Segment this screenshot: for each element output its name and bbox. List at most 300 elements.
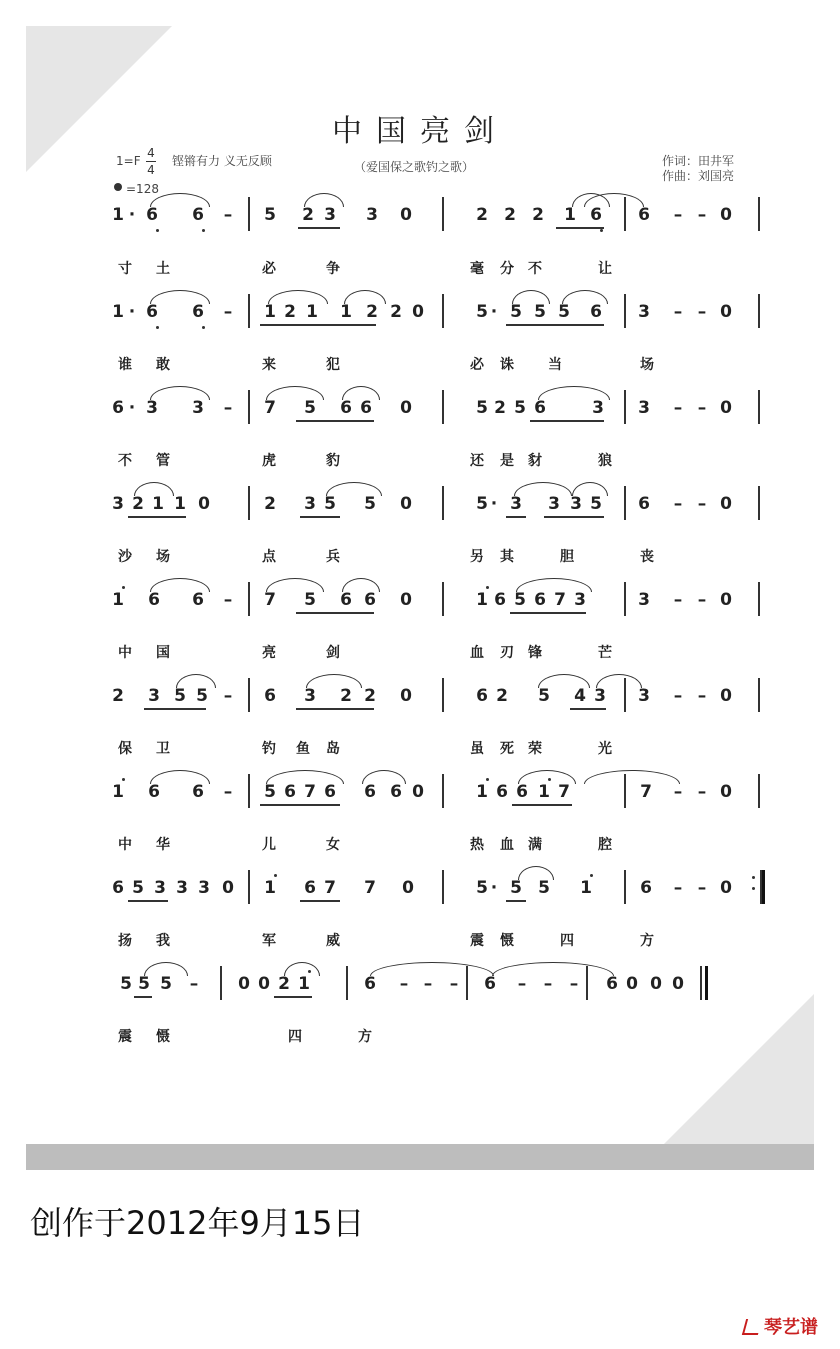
lyric-char: 华 xyxy=(156,837,170,853)
note: 1 xyxy=(112,782,124,802)
lyric-char: 岛 xyxy=(326,741,340,757)
note: 7 xyxy=(304,782,316,802)
note: 5 xyxy=(476,494,488,514)
note: – xyxy=(673,302,683,322)
note: 6 xyxy=(640,878,652,898)
key-signature: 1=F xyxy=(116,154,141,168)
lyric-char: 血 xyxy=(470,645,484,661)
low-octave-dot xyxy=(156,326,159,329)
note: 2 xyxy=(496,686,508,706)
note: 5 xyxy=(510,302,522,322)
beam-underline xyxy=(530,420,604,422)
note: 6 xyxy=(304,878,316,898)
note: 3 xyxy=(638,590,650,610)
note: – xyxy=(673,494,683,514)
note: 6 xyxy=(364,590,376,610)
note: 7 xyxy=(558,782,570,802)
lyric-char: 扬 xyxy=(118,933,132,949)
note: 6 xyxy=(148,590,160,610)
note: 6 xyxy=(496,782,508,802)
lyric-char: 土 xyxy=(156,261,170,277)
lyric-char: 慑 xyxy=(500,933,514,949)
note: – xyxy=(697,878,707,898)
lyric-char: 鱼 xyxy=(296,741,310,757)
beam-underline xyxy=(300,900,340,902)
note: 7 xyxy=(554,590,566,610)
bar-line xyxy=(758,486,760,520)
lyric-char: 狼 xyxy=(598,453,612,469)
bar-line xyxy=(586,966,588,1000)
beam-underline xyxy=(134,996,152,998)
lyric-char: 腔 xyxy=(598,837,612,853)
final-bar-thick xyxy=(705,966,708,1000)
low-octave-dot xyxy=(156,229,159,232)
song-subtitle: （爱国保之歌钓之歌） xyxy=(354,160,475,174)
note: · xyxy=(490,878,498,898)
note: 6 xyxy=(516,782,528,802)
notation-row xyxy=(110,205,780,245)
bar-line xyxy=(758,294,760,328)
note: 6 xyxy=(192,590,204,610)
beam-underline xyxy=(300,516,340,518)
note: 5 xyxy=(264,782,276,802)
note: 0 xyxy=(412,782,424,802)
note: 5 xyxy=(538,878,550,898)
bar-line xyxy=(758,390,760,424)
note: 3 xyxy=(324,205,336,225)
note: 3 xyxy=(304,686,316,706)
bar-line xyxy=(624,197,626,231)
low-octave-dot xyxy=(202,229,205,232)
beam-underline xyxy=(274,996,312,998)
lyric-char: 四 xyxy=(288,1029,302,1045)
lyric-char: 管 xyxy=(156,453,170,469)
note: – xyxy=(673,878,683,898)
note: 5 xyxy=(538,686,550,706)
note: 1 xyxy=(112,205,124,225)
high-octave-dot xyxy=(122,778,125,781)
high-octave-dot xyxy=(308,970,311,973)
bar-line xyxy=(442,486,444,520)
note: – xyxy=(569,974,579,994)
creation-date: 创作于2012年9月15日 xyxy=(30,1204,365,1242)
lyric-char: 方 xyxy=(358,1029,372,1045)
note: – xyxy=(697,590,707,610)
note: 0 xyxy=(720,302,732,322)
lyric-char: 我 xyxy=(156,933,170,949)
note: 6 xyxy=(390,782,402,802)
beam-underline xyxy=(544,516,604,518)
beam-underline xyxy=(144,708,206,710)
note: 7 xyxy=(640,782,652,802)
lyric-char: 是 xyxy=(500,453,514,469)
bar-line xyxy=(248,197,250,231)
expression-mark: 铿锵有力 义无反顾 xyxy=(172,154,272,168)
note: 6 xyxy=(148,782,160,802)
note: 6 xyxy=(264,686,276,706)
note: 5 xyxy=(476,302,488,322)
note: 3 xyxy=(570,494,582,514)
notation-row xyxy=(110,302,780,342)
note: – xyxy=(517,974,527,994)
notation-row xyxy=(110,398,780,438)
note: 5 xyxy=(196,686,208,706)
note: 0 xyxy=(720,398,732,418)
note: – xyxy=(697,782,707,802)
bar-line xyxy=(624,678,626,712)
lyric-char: 亮 xyxy=(262,645,276,661)
note: 3 xyxy=(112,494,124,514)
note: – xyxy=(697,205,707,225)
note: – xyxy=(223,686,233,706)
bar-line xyxy=(624,486,626,520)
note: 3 xyxy=(592,398,604,418)
note: 5 xyxy=(514,590,526,610)
bar-line xyxy=(758,582,760,616)
note: 6 xyxy=(146,205,158,225)
note: 0 xyxy=(400,590,412,610)
note: 4 xyxy=(574,686,586,706)
lyric-char: 胆 xyxy=(560,549,574,565)
note: 2 xyxy=(340,686,352,706)
note: – xyxy=(223,205,233,225)
lyric-char: 卫 xyxy=(156,741,170,757)
note: 0 xyxy=(650,974,662,994)
note: 3 xyxy=(638,686,650,706)
note: 0 xyxy=(222,878,234,898)
note: 3 xyxy=(192,398,204,418)
note: 5 xyxy=(304,590,316,610)
lyric-char: 慑 xyxy=(156,1029,170,1045)
note: 2 xyxy=(364,686,376,706)
lyric-char: 场 xyxy=(156,549,170,565)
lyric-char: 争 xyxy=(326,261,340,277)
note: 0 xyxy=(720,686,732,706)
bar-line xyxy=(624,582,626,616)
lyric-char: 保 xyxy=(118,741,132,757)
note: 6 xyxy=(284,782,296,802)
final-bar-thin xyxy=(700,966,702,1000)
bar-line xyxy=(442,774,444,808)
repeat-dots xyxy=(752,876,755,898)
beam-underline xyxy=(298,227,340,229)
lyric-char: 诛 xyxy=(500,357,514,373)
lyric-char: 必 xyxy=(262,261,276,277)
note: 6 xyxy=(494,590,506,610)
lyric-char: 豺 xyxy=(528,453,542,469)
beam-underline xyxy=(570,708,606,710)
note: – xyxy=(673,590,683,610)
beam-underline xyxy=(506,324,604,326)
lyric-char: 钓 xyxy=(262,741,276,757)
lyric-char: 不 xyxy=(118,453,132,469)
note: – xyxy=(223,398,233,418)
note: 1 xyxy=(264,302,276,322)
lyric-char: 震 xyxy=(118,1029,132,1045)
note: 2 xyxy=(504,205,516,225)
note: 0 xyxy=(720,205,732,225)
note: 5 xyxy=(476,878,488,898)
lyric-char: 来 xyxy=(262,357,276,373)
note: · xyxy=(128,302,136,322)
note: 0 xyxy=(672,974,684,994)
note: 1 xyxy=(340,302,352,322)
note: 5 xyxy=(514,398,526,418)
bar-line xyxy=(346,966,348,1000)
note: 1 xyxy=(174,494,186,514)
note: 6 xyxy=(146,302,158,322)
note: 3 xyxy=(574,590,586,610)
lyric-char: 点 xyxy=(262,549,276,565)
lyric-char: 方 xyxy=(640,933,654,949)
lyric-char: 让 xyxy=(598,261,612,277)
note: 0 xyxy=(720,590,732,610)
tempo-mark: =128 xyxy=(126,182,159,196)
note: – xyxy=(223,590,233,610)
note: 0 xyxy=(412,302,424,322)
lyric-char: 其 xyxy=(500,549,514,565)
note: 5 xyxy=(324,494,336,514)
note: – xyxy=(697,302,707,322)
note: 5 xyxy=(264,205,276,225)
beam-underline xyxy=(296,420,374,422)
bar-line xyxy=(248,870,250,904)
bar-line xyxy=(442,390,444,424)
lyric-char: 死 xyxy=(500,741,514,757)
lyric-char: 震 xyxy=(470,933,484,949)
bar-line xyxy=(248,294,250,328)
time-signature: 4 4 xyxy=(147,146,155,177)
bar-line xyxy=(248,582,250,616)
lyric-char: 毫 xyxy=(470,261,484,277)
lyric-char: 四 xyxy=(560,933,574,949)
note: 5 xyxy=(510,878,522,898)
tempo-note-icon xyxy=(114,183,122,191)
beam-underline xyxy=(260,804,340,806)
low-octave-dot xyxy=(600,229,603,232)
note: 1 xyxy=(298,974,310,994)
beam-underline xyxy=(296,612,374,614)
note: 2 xyxy=(302,205,314,225)
beam-underline xyxy=(510,612,586,614)
note: – xyxy=(673,782,683,802)
note: 1 xyxy=(264,878,276,898)
note: 6 xyxy=(534,590,546,610)
lyric-char: 虎 xyxy=(262,453,276,469)
high-octave-dot xyxy=(274,874,277,877)
lyric-char: 锋 xyxy=(528,645,542,661)
bar-line xyxy=(442,678,444,712)
note: – xyxy=(697,494,707,514)
note: 2 xyxy=(366,302,378,322)
beam-underline xyxy=(512,804,572,806)
note: 0 xyxy=(720,878,732,898)
lyricist: 作词：田井军 xyxy=(662,154,735,168)
note: 6 xyxy=(590,302,602,322)
note: – xyxy=(673,398,683,418)
beam-underline xyxy=(260,324,376,326)
beam-underline xyxy=(506,516,526,518)
note: 1 xyxy=(306,302,318,322)
note: 3 xyxy=(148,686,160,706)
high-octave-dot xyxy=(122,586,125,589)
note: 5 xyxy=(138,974,150,994)
note: 0 xyxy=(400,686,412,706)
note: 5 xyxy=(558,302,570,322)
note: 6 xyxy=(534,398,546,418)
high-octave-dot xyxy=(486,586,489,589)
composer: 作曲：刘国亮 xyxy=(662,169,735,183)
lyric-char: 沙 xyxy=(118,549,132,565)
note: 6 xyxy=(638,205,650,225)
note: 0 xyxy=(400,398,412,418)
lyric-char: 犯 xyxy=(326,357,340,373)
bar-line xyxy=(758,774,760,808)
note: 0 xyxy=(720,494,732,514)
lyric-char: 芒 xyxy=(598,645,612,661)
note: 2 xyxy=(476,205,488,225)
beam-underline xyxy=(296,708,374,710)
lyric-char: 不 xyxy=(528,261,542,277)
bar-line xyxy=(442,582,444,616)
notation-row xyxy=(110,782,780,822)
note: 0 xyxy=(626,974,638,994)
note: 1 xyxy=(476,590,488,610)
note: 5 xyxy=(174,686,186,706)
bar-line xyxy=(466,966,468,1000)
footer-bar xyxy=(26,1144,814,1170)
note: 7 xyxy=(264,590,276,610)
lyric-char: 女 xyxy=(326,837,340,853)
bar-line xyxy=(442,294,444,328)
note: 0 xyxy=(198,494,210,514)
note: 5 xyxy=(590,494,602,514)
note: – xyxy=(543,974,553,994)
note: 0 xyxy=(400,205,412,225)
note: – xyxy=(449,974,459,994)
note: 2 xyxy=(390,302,402,322)
note: 2 xyxy=(494,398,506,418)
lyric-char: 豹 xyxy=(326,453,340,469)
note: 3 xyxy=(176,878,188,898)
note: 0 xyxy=(258,974,270,994)
note: 6 xyxy=(476,686,488,706)
bar-line xyxy=(248,774,250,808)
lyric-char: 热 xyxy=(470,837,484,853)
note: 5 xyxy=(476,398,488,418)
note: 6 xyxy=(192,782,204,802)
note: 3 xyxy=(548,494,560,514)
note: 6 xyxy=(484,974,496,994)
notation-row xyxy=(110,590,780,630)
note: 0 xyxy=(402,878,414,898)
note: 7 xyxy=(324,878,336,898)
note: 2 xyxy=(284,302,296,322)
note: 3 xyxy=(198,878,210,898)
lyric-char: 军 xyxy=(262,933,276,949)
note: 1 xyxy=(580,878,592,898)
note: – xyxy=(223,302,233,322)
note: – xyxy=(673,205,683,225)
lyric-char: 敢 xyxy=(156,357,170,373)
note: 6 xyxy=(590,205,602,225)
lyric-char: 剑 xyxy=(326,645,340,661)
lyric-char: 光 xyxy=(598,741,612,757)
beam-underline xyxy=(506,900,526,902)
notation-row xyxy=(110,974,780,1014)
note: 5 xyxy=(120,974,132,994)
note: 5 xyxy=(364,494,376,514)
lyric-char: 场 xyxy=(640,357,654,373)
note: 3 xyxy=(638,302,650,322)
note: – xyxy=(697,686,707,706)
note: 1 xyxy=(564,205,576,225)
bar-line xyxy=(248,486,250,520)
bar-line xyxy=(758,197,760,231)
note: 3 xyxy=(154,878,166,898)
lyric-char: 分 xyxy=(500,261,514,277)
song-title: 中国亮剑 xyxy=(332,114,508,149)
beam-underline xyxy=(128,516,186,518)
bar-line xyxy=(220,966,222,1000)
note: 2 xyxy=(278,974,290,994)
lyric-char: 刃 xyxy=(500,645,514,661)
note: 3 xyxy=(304,494,316,514)
notation-row xyxy=(110,878,780,918)
note: 2 xyxy=(264,494,276,514)
beam-underline xyxy=(128,900,168,902)
note: 6 xyxy=(112,398,124,418)
note: 1 xyxy=(476,782,488,802)
lyric-char: 血 xyxy=(500,837,514,853)
high-octave-dot xyxy=(486,778,489,781)
note: 1 xyxy=(112,590,124,610)
bar-line xyxy=(624,774,626,808)
bar-line xyxy=(758,678,760,712)
high-octave-dot xyxy=(590,874,593,877)
logo-icon xyxy=(742,1319,762,1335)
bar-line xyxy=(624,294,626,328)
note: 7 xyxy=(264,398,276,418)
note: 6 xyxy=(192,205,204,225)
note: · xyxy=(128,205,136,225)
note: – xyxy=(697,398,707,418)
bar-line xyxy=(624,870,626,904)
note: 3 xyxy=(146,398,158,418)
lyric-char: 中 xyxy=(118,645,132,661)
lyric-char: 国 xyxy=(156,645,170,661)
note: – xyxy=(423,974,433,994)
note: 6 xyxy=(606,974,618,994)
note: · xyxy=(490,302,498,322)
note: 5 xyxy=(304,398,316,418)
lyric-char: 儿 xyxy=(262,837,276,853)
note: 3 xyxy=(638,398,650,418)
notation-row xyxy=(110,494,780,534)
lyric-char: 威 xyxy=(326,933,340,949)
note: 1 xyxy=(112,302,124,322)
lyric-char: 兵 xyxy=(326,549,340,565)
note: 5 xyxy=(534,302,546,322)
site-logo: 琴艺谱 xyxy=(744,1313,818,1339)
lyric-char: 谁 xyxy=(118,357,132,373)
note: 5 xyxy=(160,974,172,994)
note: · xyxy=(490,494,498,514)
note: 6 xyxy=(360,398,372,418)
note: 0 xyxy=(400,494,412,514)
lyric-char: 寸 xyxy=(118,261,132,277)
high-octave-dot xyxy=(548,778,551,781)
